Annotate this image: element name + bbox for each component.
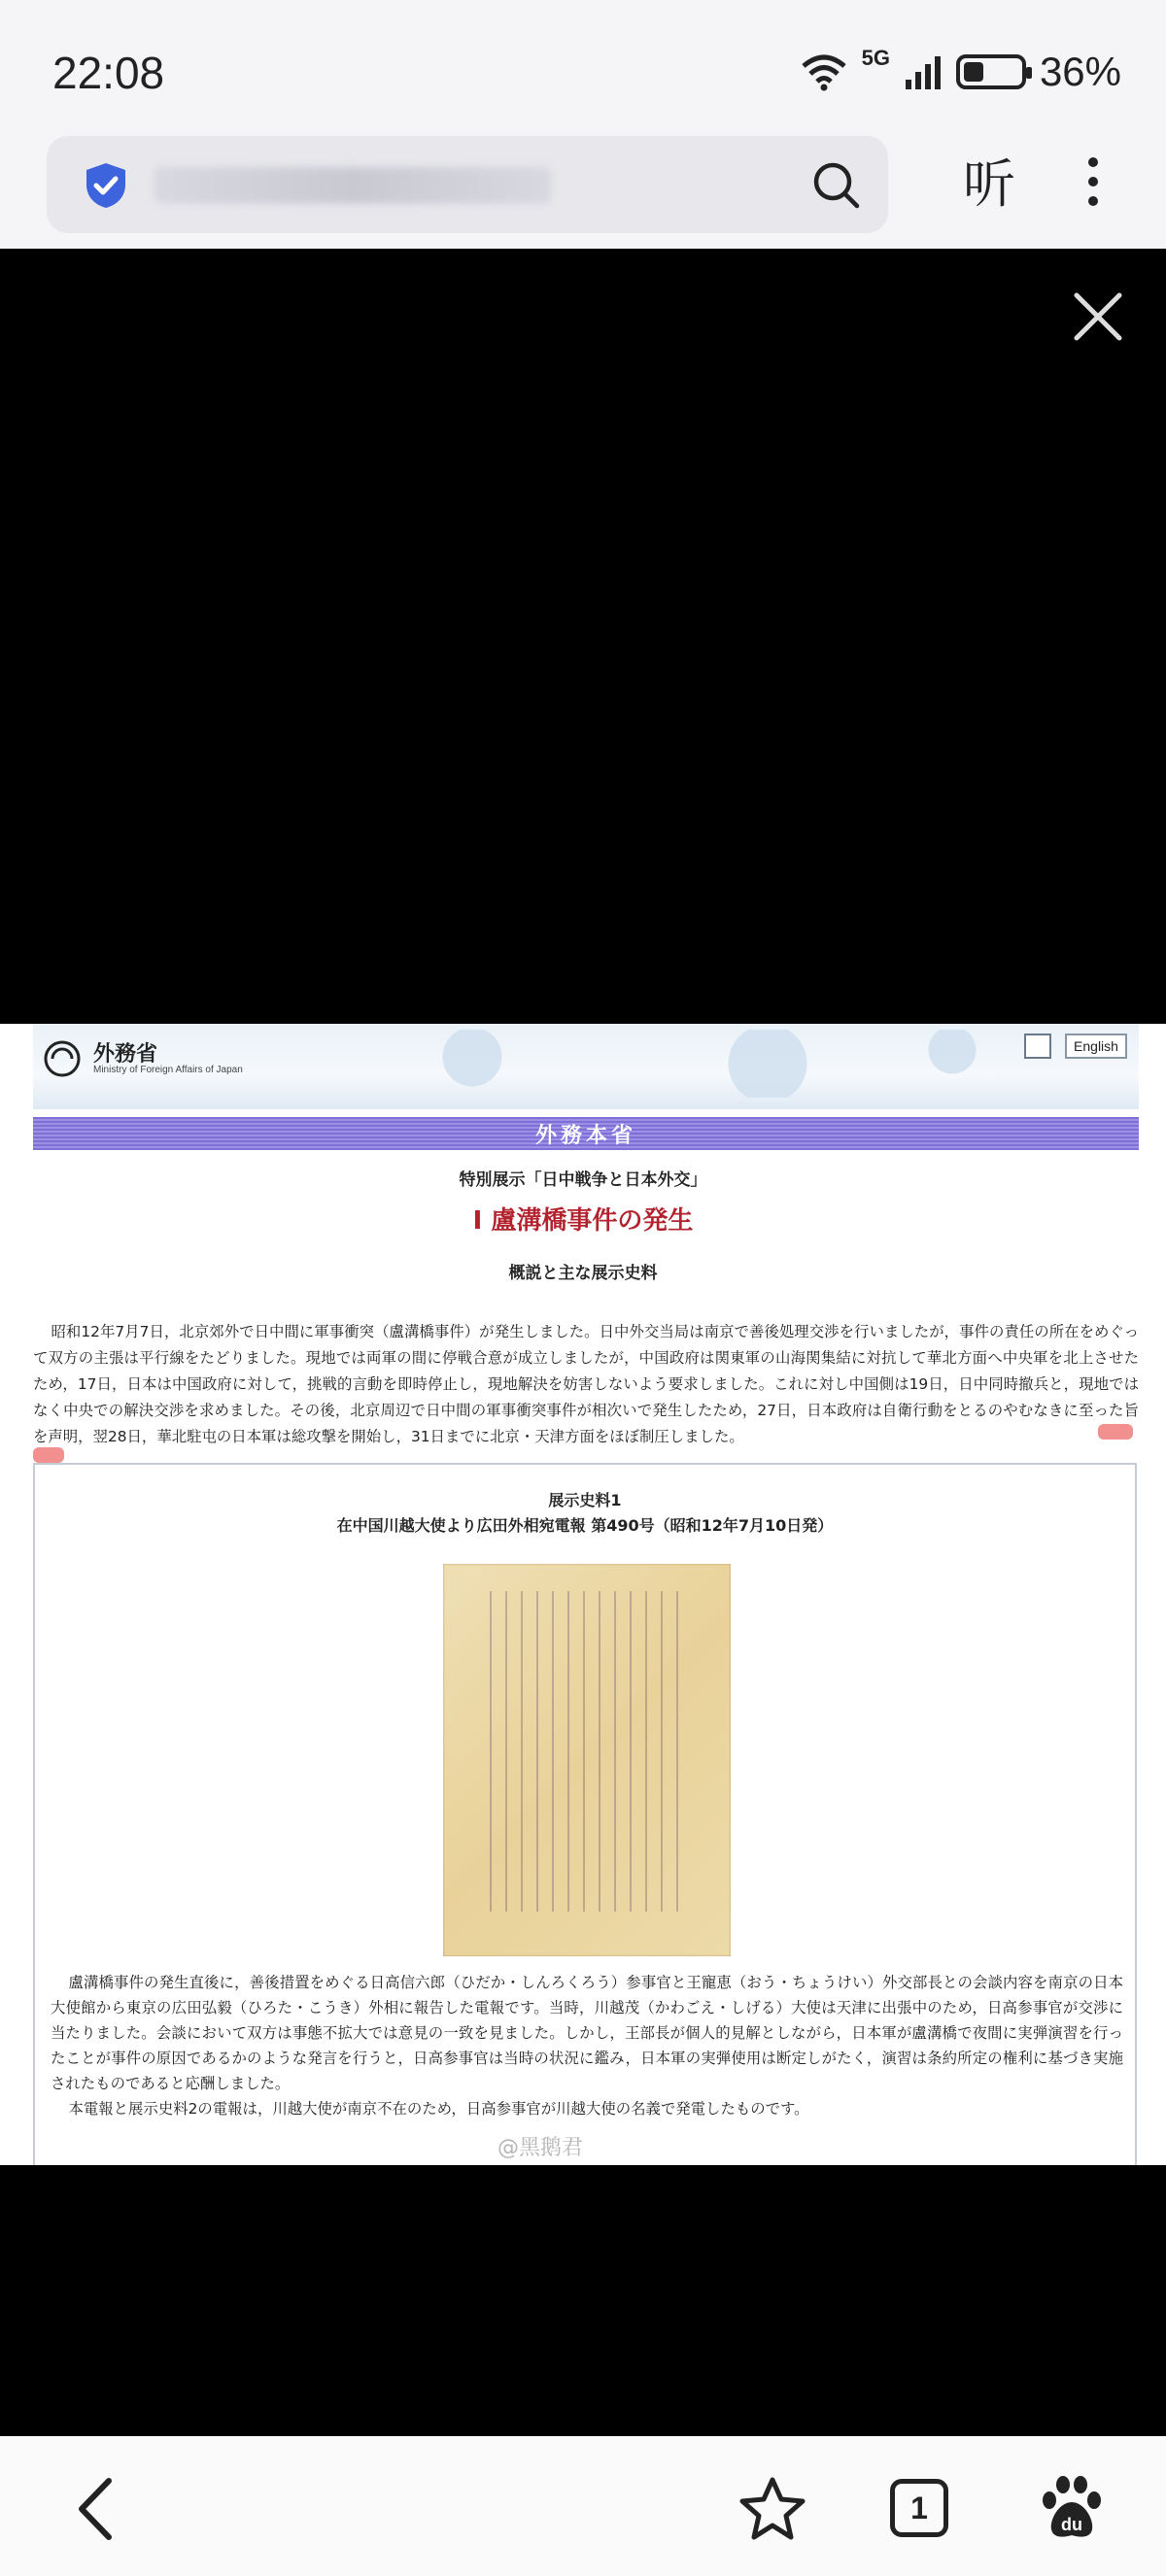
section-title: Ⅰ 盧溝橋事件の発生 <box>472 1206 694 1236</box>
baidu-icon[interactable] <box>1036 2471 1108 2543</box>
status-bar <box>0 0 1166 136</box>
battery-percent: 36% <box>1039 49 1121 94</box>
mofa-name-en: Ministry of Foreign Affairs of Japan <box>93 1065 243 1075</box>
signal-icon <box>904 52 943 91</box>
search-icon[interactable] <box>810 159 861 210</box>
battery-icon <box>956 54 1026 89</box>
exhibit-box <box>33 1463 1137 2165</box>
mofa-header <box>33 1024 1139 1109</box>
wifi-icon <box>800 52 848 91</box>
address-bar[interactable] <box>47 136 888 233</box>
highlight-mark <box>33 1447 64 1463</box>
exhibit-caption: 在中国川越大使より広田外相宛電報 第490号（昭和12年7月10日発） <box>336 1516 834 1535</box>
tabs-icon[interactable]: 1 <box>890 2479 948 2537</box>
watermark: @黑鹅君 <box>497 2136 584 2160</box>
exhibit-description <box>51 1970 1123 2121</box>
document-screenshot <box>0 1024 1166 2165</box>
star-icon[interactable] <box>738 2475 806 2543</box>
sitemap-icon[interactable] <box>1024 1034 1051 1059</box>
exhibit-title: 特別展示「日中戦争と日本外交」 <box>459 1170 707 1190</box>
english-button[interactable]: English <box>1065 1034 1127 1059</box>
bottom-nav <box>0 2436 1166 2576</box>
intro-paragraph: 昭和12年7月7日，北京郊外で日中間に軍事衝突（盧溝橋事件）が発生しました。日中外交当局は南京で善後処理交渉を行いましたが，事件の責任の所在をめぐって双方の主張は平行線をたどりました。現地では両軍の間に停戦合意が成立しましたが，中国政府は関東軍の山海関集結に対抗して華北方面へ中央軍を北上させたため，17日，日本は中国政府に対して，挑戦的言動を即時停止し，現地解決を妨害しないよう要求しました。これに対し中国側は19日，日中同時撤兵と，現地ではなく中央での解決交渉を求めました。その後，北京周辺で日中間の軍事衝突事件が相次いで発生したため，27日，日本政府は自衛行動をとるのやむなきに至った旨を声明，翌28日，華北駐屯の日本軍は総攻撃を開始し，31日までに北京・天津方面をほぼ制圧しました。 <box>33 1323 1139 1445</box>
exhibit-label: 展示史料1 <box>548 1491 622 1509</box>
banner-text: 外務本省 <box>534 1124 636 1148</box>
highlight-mark <box>1098 1424 1133 1440</box>
mofa-name-jp: 外務省 <box>93 1042 158 1067</box>
image-viewer <box>0 249 1166 2436</box>
battery-fill <box>964 62 983 82</box>
sub-title: 概説と主な展示史料 <box>508 1264 658 1283</box>
url-text-blurred[interactable] <box>154 167 552 204</box>
exhibit-desc-1: 盧溝橋事件の発生直後に，善後措置をめぐる日高信六郎（ひだか・しんろくろう）参事官と王寵恵（おう・ちょうけい）外交部長との会談内容を南京の日本大使館から東京の広田弘毅（ひろた・こうき）外相に報告した電報です。当時，川越茂（かわごえ・しげる）大使は天津に出張中のため，日高参事官が交渉に当たりました。会談において双方は事態不拡大では意見の一致を見ました。しかし，王部長が個人的見解としながら，日本軍が盧溝橋で夜間に実弾演習を行ったことが事件の原因であるかのような発言を行うと，日高参事官は当時の状況に鑑み，日本軍の実弾使用は断定しがたく，演習は条約所定の権利に基づき実施されたものであると応酬しました。 <box>51 1974 1123 2092</box>
network-type: 5G <box>861 46 890 70</box>
exhibit-desc-2: 本電報と展示史料2の電報は，川越大使が南京不在のため，日高参事官が川越大使の名義で発電したものです。 <box>68 2100 809 2118</box>
status-icons <box>800 46 1121 95</box>
telegram-image <box>443 1564 731 1956</box>
mofa-banner <box>33 1117 1139 1150</box>
svg-text:du: du <box>1061 2515 1082 2534</box>
telegram-handwriting <box>482 1591 692 1912</box>
mofa-emblem-icon <box>43 1039 82 1078</box>
back-icon[interactable] <box>68 2475 126 2543</box>
shield-icon <box>84 161 128 210</box>
more-icon[interactable] <box>1079 152 1108 220</box>
clock: 22:08 <box>52 48 165 98</box>
listen-button[interactable]: 听 <box>963 153 1015 215</box>
close-icon[interactable] <box>1073 291 1123 342</box>
